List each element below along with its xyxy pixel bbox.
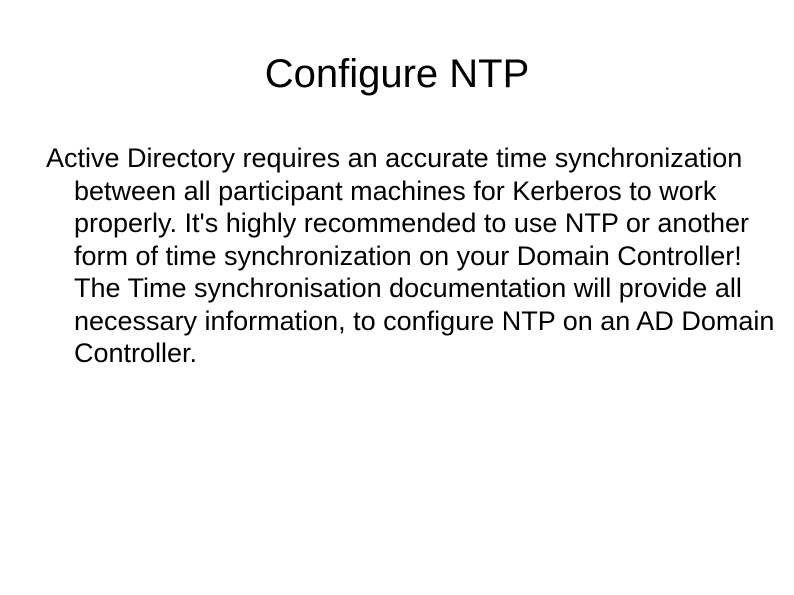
slide-body-text: Active Directory requires an accurate time synchronization between all participant machines for Kerberos to work properly. It's highly recommended to use NTP or another form of time synchronization on your Domain Controller! The Time synchronisation documentation will provide all necessary information, to configure NTP on an AD Domain Controller. (46, 143, 775, 368)
slide-title: Configure NTP (264, 52, 530, 96)
